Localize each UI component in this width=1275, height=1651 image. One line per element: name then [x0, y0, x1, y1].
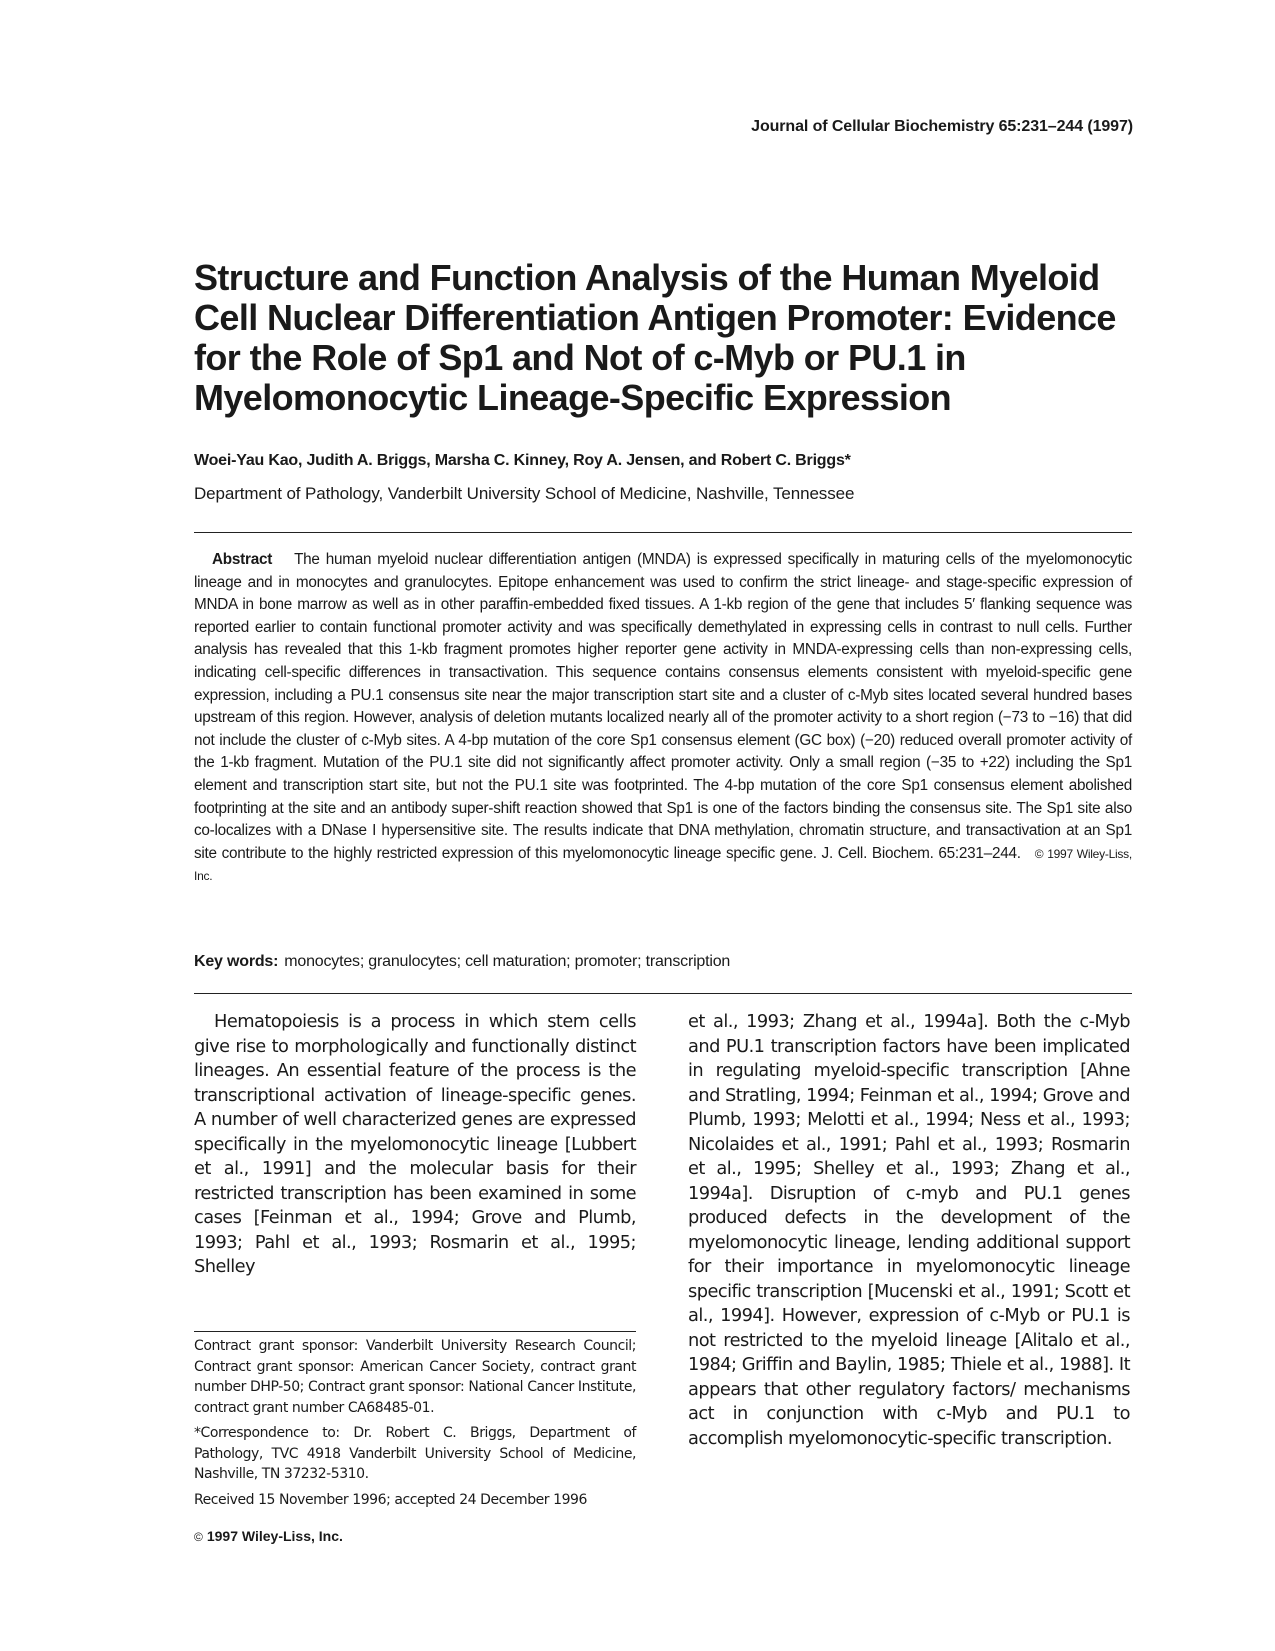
abstract-bottom-rule — [194, 993, 1132, 994]
title-line: Myelomonocytic Lineage-Specific Expression — [194, 377, 952, 418]
footnote-received: Received 15 November 1996; accepted 24 December 1996 — [194, 1491, 587, 1508]
abstract — [194, 549, 1132, 888]
abstract-label: Abstract — [212, 551, 273, 568]
title-line: Structure and Function Analysis of the Human Myeloid — [194, 257, 1100, 298]
body-column-left: Hematopoiesis is a process in which stem cells give rise to morphologically and functionally distinct lineages. An essential feature of the process is the transcriptional activation of lineage-specific genes. A number of well characterized genes are expressed specifically in the myelomonocytic lineage [Lubbert et al., 1991] and the molecular basis for their restricted transcription has been examined in some cases [Feinman et al., 1994; Grove and Plumb, 1993; Pahl et al., 1993; Rosmarin et al., 1995; Shelley — [194, 1011, 636, 1277]
keywords-text: monocytes; granulocytes; cell maturation; promoter; transcription — [284, 953, 731, 970]
title-line: for the Role of Sp1 and Not of c-Myb or PU.1 in — [194, 337, 966, 378]
running-head: Journal of Cellular Biochemistry 65:231–244 (1997) — [751, 118, 1133, 135]
footnote-correspondence: *Correspondence to: Dr. Robert C. Briggs, Department of Pathology, TVC 4918 Vanderbilt University School of Medicine, Nashville, TN 37232-5310. — [194, 1425, 636, 1482]
abstract-copyright: © 1997 Wiley-Liss, Inc. — [194, 846, 1132, 884]
abstract-text: The human myeloid nuclear differentiation antigen (MNDA) is expressed specifically in maturing cells of the myelomonocytic lineage and in monocytes and granulocytes. Epitope enhancement was used to confirm the strict lineage- and stage-specific expression of MNDA in bone marrow as well as in other paraffin-embedded fixed tissues. A 1-kb region of the gene that includes 5′ flanking sequence was reported earlier to contain functional promoter activity and was specifically demethylated in expressing cells in contrast to null cells. Further analysis has revealed that this 1-kb fragment promotes higher reporter gene activity in MNDA-expressing cells than non-expressing cells, indicating cell-specific differences in transactivation. This sequence contains consensus elements consistent with myeloid-specific gene expression, including a PU.1 consensus site near the major transcription start site and a cluster of c-Myb sites located several hundred bases upstream of this region. However, analysis of deletion mutants localized nearly all of the promoter activity to a short region (−73 to −16) that did not include the cluster of c-Myb sites. A 4-bp mutation of the core Sp1 consensus element (GC box) (−20) reduced overall promoter activity of the 1-kb fragment. Mutation of the PU.1 site did not significantly affect promoter activity. Only a small region (−35 to +22) including the Sp1 element and transcription start site, but not the PU.1 site was footprinted. The 4-bp mutation of the core Sp1 consensus element abolished footprinting at the site and an antibody super-shift reaction showed that Sp1 is one of the factors binding the consensus site. The Sp1 site also co-localizes with a DNase I hypersensitive site. The results indicate that DNA methylation, chromatin structure, and transactivation at an Sp1 site contribute to the highly restricted expression of this myelomonocytic lineage specific gene. J. Cell. Biochem. 65:231–244. — [194, 551, 1132, 862]
footnote-grants: Contract grant sponsor: Vanderbilt University Research Council; Contract grant sponsor: American Cancer Society, contract grant number DHP-50; Contract grant sponsor: National Cancer Institute, contract grant number CA68485-01. — [194, 1338, 636, 1416]
article-title — [194, 258, 1144, 418]
footnote-rule — [194, 1331, 636, 1332]
keywords-label: Key words: — [194, 953, 279, 970]
author-list: Woei-Yau Kao, Judith A. Briggs, Marsha C. Kinney, Roy A. Jensen, and Robert C. Briggs* — [194, 452, 851, 469]
footer-copyright-text: 1997 Wiley-Liss, Inc. — [206, 1528, 343, 1544]
body-column-right: et al., 1993; Zhang et al., 1994a]. Both the c-Myb and PU.1 transcription factors have been implicated in regulating myeloid-specific transcription [Ahne and Stratling, 1994; Feinman et al., 1994; Grove and Plumb, 1993; Melotti et al., 1994; Ness et al., 1993; Nicolaides et al., 1991; Pahl et al., 1993; Rosmarin et al., 1995; Shelley et al., 1993; Zhang et al., 1994a]. Disruption of c-myb and PU.1 genes produced defects in the development of the myelomonocytic lineage, lending additional support for their importance in myelomonocytic lineage specific transcription [Mucenski et al., 1991; Scott et al., 1994]. However, expression of c-Myb or PU.1 is not restricted to the myeloid lineage [Alitalo et al., 1984; Griffin and Baylin, 1985; Thiele et al., 1988]. It appears that other regulatory factors/ mechanisms act in conjunction with c-Myb and PU.1 to accomplish myelomonocytic-specific transcription. — [688, 1011, 1130, 1449]
footer-copyright — [194, 1528, 343, 1544]
footnotes — [194, 1336, 636, 1515]
abstract-top-rule — [194, 532, 1132, 533]
affiliation: Department of Pathology, Vanderbilt University School of Medicine, Nashville, Tennessee — [194, 484, 855, 503]
keywords — [194, 953, 730, 971]
title-line: Cell Nuclear Differentiation Antigen Promoter: Evidence — [194, 297, 1116, 338]
copyright-icon: © — [194, 1530, 203, 1544]
